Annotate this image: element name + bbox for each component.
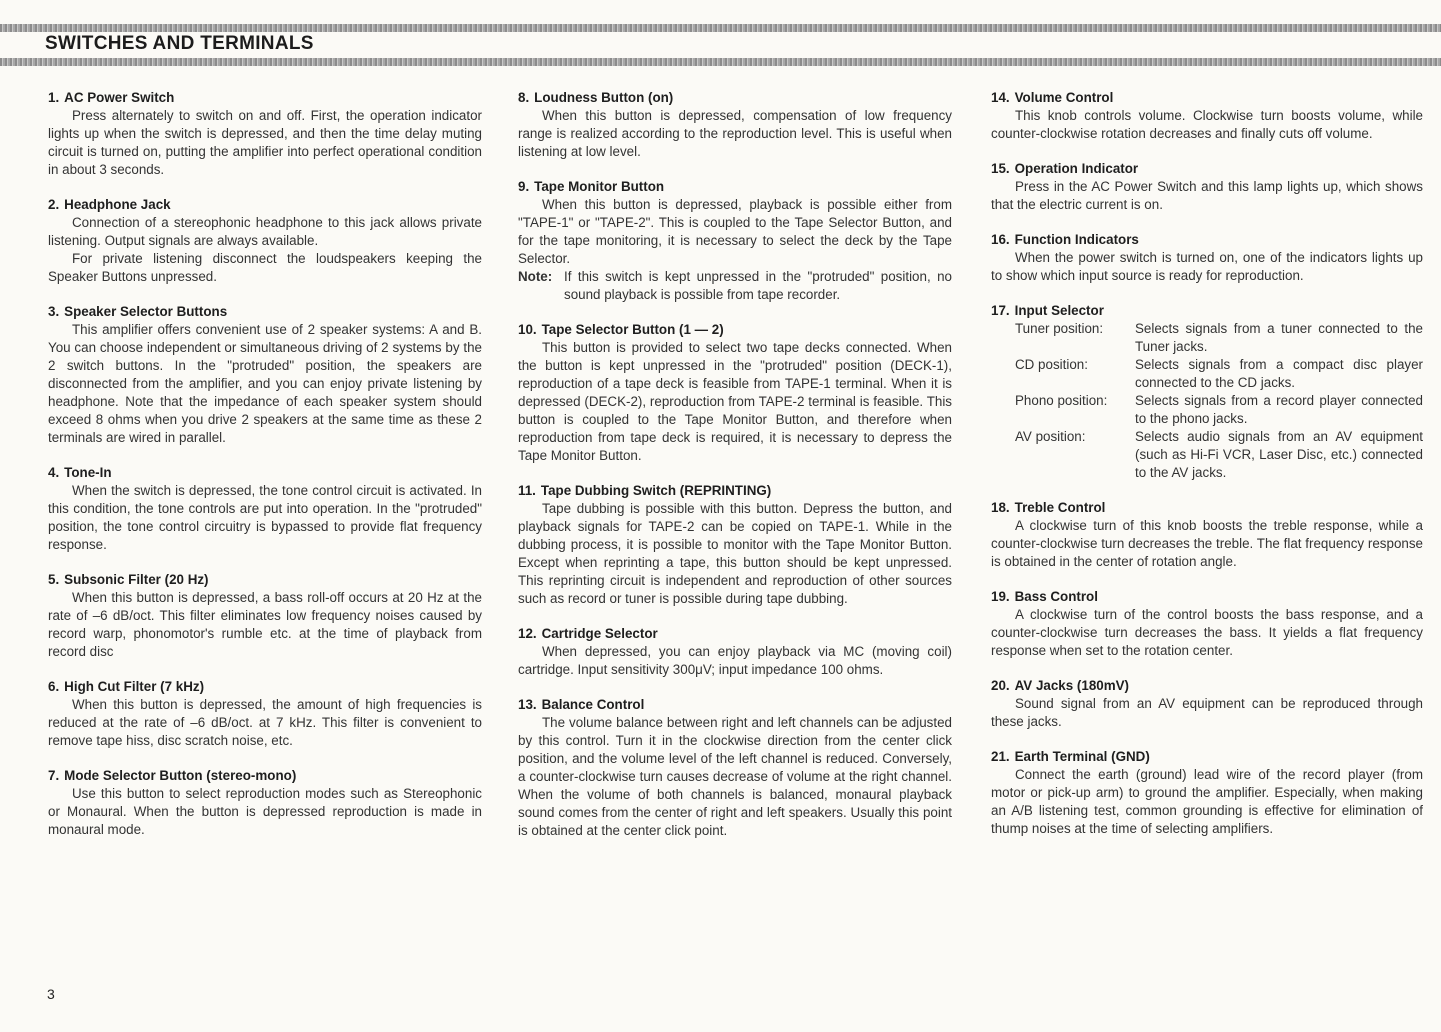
page-number: 3 bbox=[47, 986, 55, 1002]
section-number: 11. bbox=[518, 483, 536, 498]
section-title bbox=[518, 89, 952, 107]
section-title bbox=[991, 588, 1423, 606]
section-title-text: Volume Control bbox=[1014, 90, 1114, 105]
section-title-text: AV Jacks (180mV) bbox=[1014, 678, 1130, 693]
section-paragraph: When this button is depressed, compensation of low frequency range is realized according to the reproduction level. This is useful when listening at low level. bbox=[518, 108, 952, 159]
section-title bbox=[48, 303, 482, 321]
section-paragraph: Press in the AC Power Switch and this lamp lights up, which shows that the electric current is on. bbox=[991, 179, 1423, 212]
section-title-text: Tape Dubbing Switch (REPRINTING) bbox=[540, 483, 772, 498]
section bbox=[518, 89, 952, 161]
position-name: Phono position: bbox=[1015, 393, 1108, 408]
section bbox=[518, 625, 952, 679]
section-paragraph: This knob controls volume. Clockwise turn boosts volume, while counter-clockwise rotation decreases and finally cuts off volume. bbox=[991, 108, 1423, 141]
section bbox=[48, 464, 482, 554]
section-paragraph: When this button is depressed, playback is possible either from "TAPE-1" or "TAPE-2". This is coupled to the Tape Selector Button, and for the tape monitoring, it is necessary to select the deck by the Tape Selector. bbox=[518, 197, 952, 266]
section-title bbox=[48, 196, 482, 214]
column-3 bbox=[991, 89, 1423, 855]
section-number: 4. bbox=[48, 465, 60, 480]
note-text: If this switch is kept unpressed in the "protruded" position, no sound playback is possible from tape recorder. bbox=[564, 269, 952, 302]
position-description: Selects audio signals from an AV equipment (such as Hi-Fi VCR, Laser Disc, etc.) connected to the AV jacks. bbox=[1135, 429, 1423, 480]
section-title-text: Tape Selector Button (1 — 2) bbox=[541, 322, 724, 337]
section-paragraph: A clockwise turn of this knob boosts the treble response, while a counter-clockwise turn decreases the treble. The flat frequency response is obtained in the center of rotation angle. bbox=[991, 518, 1423, 569]
section bbox=[991, 499, 1423, 571]
section-paragraph: For private listening disconnect the loudspeakers keeping the Speaker Buttons unpressed. bbox=[48, 251, 482, 284]
section bbox=[518, 482, 952, 608]
section-paragraph: This amplifier offers convenient use of 2 speaker systems: A and B. You can choose independent or simultaneous driving of 2 systems by the 2 switch buttons. In the "protruded" position, the speakers are disconnected from the amplifier, and you can enjoy private listening by headphone. Note that the impedance of each speaker system should exceed 8 ohms when you drive 2 speakers at the same time as these 2 terminals are wired in parallel. bbox=[48, 322, 482, 445]
section-number: 2. bbox=[48, 197, 60, 212]
column-2 bbox=[518, 89, 952, 857]
section-title-text: Tape Monitor Button bbox=[534, 179, 665, 194]
section bbox=[48, 678, 482, 750]
position-description: Selects signals from a tuner connected to the Tuner jacks. bbox=[1135, 321, 1423, 354]
section-title-text: Mode Selector Button (stereo-mono) bbox=[64, 768, 297, 783]
section-title-text: Operation Indicator bbox=[1014, 161, 1139, 176]
section-title-text: Earth Terminal (GND) bbox=[1014, 749, 1150, 764]
section bbox=[48, 767, 482, 839]
page-header bbox=[0, 24, 1441, 66]
section-number: 14. bbox=[991, 90, 1010, 105]
section-title bbox=[48, 89, 482, 107]
section-paragraph: Use this button to select reproduction modes such as Stereophonic or Monaural. When the button is depressed reproduction is made in monaural mode. bbox=[48, 786, 482, 837]
section-title-text: Balance Control bbox=[541, 697, 645, 712]
section-number: 1. bbox=[48, 90, 60, 105]
section-number: 8. bbox=[518, 90, 530, 105]
section-paragraph: Press alternately to switch on and off. First, the operation indicator lights up when the switch is depressed, and then the time delay muting circuit is turned on, putting the amplifier into perfect operational condition in about 3 seconds. bbox=[48, 108, 482, 177]
section bbox=[991, 748, 1423, 838]
section-number: 5. bbox=[48, 572, 60, 587]
column-1 bbox=[48, 89, 482, 856]
section-number: 18. bbox=[991, 500, 1010, 515]
section-paragraph: Tape dubbing is possible with this button. Depress the button, and playback signals for TAPE-2 can be copied on TAPE-1. While in the dubbing process, it is possible to monitor with the Tape Monitor Button. Except when reprinting a tape, this button should be kept unpressed. This reprinting circuit is independent and reproduction of other sources such as record or tuner is possible during tape dubbing. bbox=[518, 501, 952, 606]
section-title bbox=[48, 464, 482, 482]
position-description: Selects signals from a record player connected to the phono jacks. bbox=[1135, 393, 1423, 426]
section bbox=[991, 302, 1423, 482]
position-row bbox=[1015, 356, 1423, 392]
section-paragraph: When the switch is depressed, the tone control circuit is activated. In this condition, the tone controls are put into operation. In the "protruded" position, the tone control circuitry is bypassed to provide flat frequency response. bbox=[48, 483, 482, 552]
section bbox=[48, 303, 482, 447]
section-title-text: Loudness Button (on) bbox=[534, 90, 674, 105]
section-title bbox=[518, 482, 952, 500]
position-name: CD position: bbox=[1015, 357, 1088, 372]
section bbox=[991, 89, 1423, 143]
position-list bbox=[1015, 320, 1423, 482]
section bbox=[991, 588, 1423, 660]
section-title bbox=[991, 748, 1423, 766]
section-number: 3. bbox=[48, 304, 60, 319]
section-title-text: Function Indicators bbox=[1014, 232, 1139, 247]
section bbox=[518, 321, 952, 465]
section-paragraph: Connection of a stereophonic headphone to this jack allows private listening. Output signals are always available. bbox=[48, 215, 482, 248]
section-title bbox=[518, 178, 952, 196]
section-number: 10. bbox=[518, 322, 537, 337]
position-description: Selects signals from a compact disc player connected to the CD jacks. bbox=[1135, 357, 1423, 390]
section-paragraph: A clockwise turn of the control boosts the bass response, and a counter-clockwise turn decreases the bass. It yields a flat frequency response when set to the rotation center. bbox=[991, 607, 1423, 658]
section-title bbox=[518, 625, 952, 643]
page-title: SWITCHES AND TERMINALS bbox=[45, 33, 314, 54]
position-name: AV position: bbox=[1015, 429, 1086, 444]
section-title bbox=[518, 321, 952, 339]
header-stripe-top bbox=[0, 24, 1441, 32]
section-title-text: Input Selector bbox=[1014, 303, 1104, 318]
section-title-text: Speaker Selector Buttons bbox=[64, 304, 228, 319]
section-title bbox=[991, 89, 1423, 107]
section-number: 9. bbox=[518, 179, 530, 194]
section bbox=[518, 178, 952, 304]
section-number: 13. bbox=[518, 697, 537, 712]
section bbox=[48, 196, 482, 286]
section-title bbox=[991, 302, 1423, 320]
position-row bbox=[1015, 320, 1423, 356]
note bbox=[518, 268, 952, 304]
position-row bbox=[1015, 428, 1423, 482]
section-title bbox=[991, 499, 1423, 517]
section bbox=[991, 160, 1423, 214]
note-label: Note: bbox=[518, 269, 553, 284]
section-number: 17. bbox=[991, 303, 1010, 318]
section-title-text: Treble Control bbox=[1014, 500, 1106, 515]
section-paragraph: When this button is depressed, the amount of high frequencies is reduced at the rate of –6 dB/oct. at 7 kHz. This filter is convenient to remove tape hiss, disc scratch noise, etc. bbox=[48, 697, 482, 748]
section-number: 6. bbox=[48, 679, 60, 694]
section-title-text: Subsonic Filter (20 Hz) bbox=[64, 572, 209, 587]
section-paragraph: Sound signal from an AV equipment can be reproduced through these jacks. bbox=[991, 696, 1423, 729]
section bbox=[991, 677, 1423, 731]
section-paragraph: When the power switch is turned on, one of the indicators lights up to show which input source is ready for reproduction. bbox=[991, 250, 1423, 283]
section-title bbox=[991, 677, 1423, 695]
section-title bbox=[48, 571, 482, 589]
section-title-text: Headphone Jack bbox=[64, 197, 171, 212]
section-paragraph: The volume balance between right and left channels can be adjusted by this control. Turn it in the clockwise direction from the center click position, and the volume level of the left channel is reduced. Conversely, a counter-clockwise turn causes decrease of volume at the right channel. When the volume of both channels is balanced, monaural playback sound comes from the center of right and left speakers. Usually this point is obtained at the center click point. bbox=[518, 715, 952, 838]
section-paragraph: This button is provided to select two tape decks connected. When the button is kept unpressed in the "protruded" position (DECK-1), reproduction of a tape deck is feasible from TAPE-1 terminal. When it is depressed (DECK-2), reproduction from TAPE-2 terminal is feasible. This button is coupled to the Tape Monitor Button, and therefore when reproduction from tape deck is required, it is necessary to depress the Tape Monitor Button. bbox=[518, 340, 952, 463]
section bbox=[991, 231, 1423, 285]
section-number: 7. bbox=[48, 768, 60, 783]
section-title bbox=[518, 696, 952, 714]
section-paragraph: Connect the earth (ground) lead wire of the record player (from motor or pick-up arm) to ground the amplifier. Especially, when making an A/B listening test, common grounding is effective for elimination of thump noises at the time of selecting amplifiers. bbox=[991, 767, 1423, 836]
position-row bbox=[1015, 392, 1423, 428]
section-title-text: Tone-In bbox=[64, 465, 112, 480]
section bbox=[518, 696, 952, 840]
section-title-text: Bass Control bbox=[1014, 589, 1098, 604]
section-number: 20. bbox=[991, 678, 1010, 693]
section bbox=[48, 571, 482, 661]
header-stripe-bottom bbox=[0, 58, 1441, 66]
position-name: Tuner position: bbox=[1015, 321, 1104, 336]
section-number: 16. bbox=[991, 232, 1010, 247]
section-title-text: AC Power Switch bbox=[64, 90, 175, 105]
section-title-text: Cartridge Selector bbox=[541, 626, 658, 641]
section-title bbox=[991, 160, 1423, 178]
section-number: 12. bbox=[518, 626, 537, 641]
section-title bbox=[48, 678, 482, 696]
section-paragraph: When this button is depressed, a bass roll-off occurs at 20 Hz at the rate of –6 dB/oct. This filter eliminates low frequency noises caused by record warp, phonomotor's rumble etc. at the time of playback from record disc bbox=[48, 590, 482, 659]
section-number: 15. bbox=[991, 161, 1010, 176]
section-title bbox=[48, 767, 482, 785]
section-number: 21. bbox=[991, 749, 1010, 764]
section-number: 19. bbox=[991, 589, 1010, 604]
section bbox=[48, 89, 482, 179]
section-title bbox=[991, 231, 1423, 249]
section-title-text: High Cut Filter (7 kHz) bbox=[64, 679, 205, 694]
section-paragraph: When depressed, you can enjoy playback via MC (moving coil) cartridge. Input sensitivity 300μV; input impedance 100 ohms. bbox=[518, 644, 952, 677]
